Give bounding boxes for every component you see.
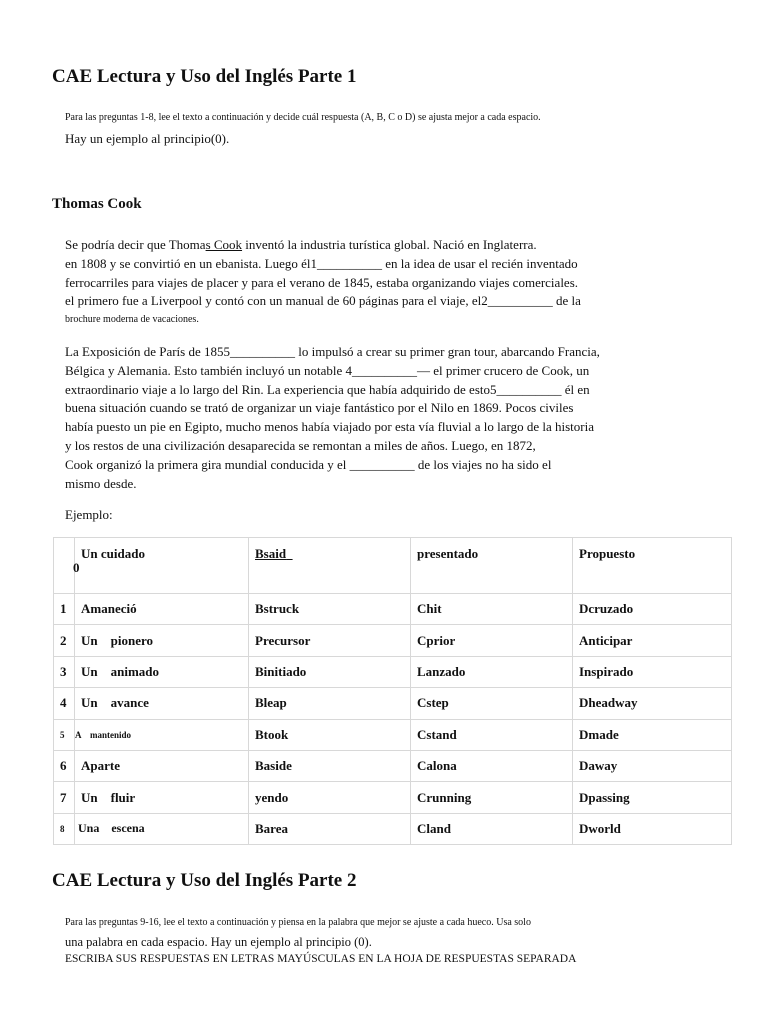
text-span: Se podría decir que Thoma — [65, 237, 206, 252]
part2-instructions: Para las preguntas 9-16, lee el texto a continuación y piensa en la palabra que mejor se ajuste a cada hueco. Usa solo — [65, 917, 531, 928]
option-a-text: Un cuidado — [81, 546, 145, 561]
option-d-cell: Daway — [573, 750, 732, 781]
option-a-cell: Amaneció — [75, 594, 249, 625]
option-c-cell: Cstep — [411, 688, 573, 719]
option-a-cell — [75, 538, 249, 594]
table-row-example — [54, 538, 732, 594]
example-label: Ejemplo: — [65, 507, 113, 522]
option-d-cell: Dpassing — [573, 782, 732, 813]
part2-line-3: ESCRIBA SUS RESPUESTAS EN LETRAS MAYÚSCULAS EN LA HOJA DE RESPUESTAS SEPARADA — [65, 953, 577, 965]
option-a-cell: Un pionero — [75, 625, 249, 656]
row-number: 4 — [54, 688, 75, 719]
paragraph-line: ferrocarriles para viajes de placer y para el verano de 1845, estaba organizando viajes comerciales. — [65, 274, 579, 290]
row-number: 1 — [54, 594, 75, 625]
option-c-cell: presentado — [411, 538, 573, 594]
paragraph-line: Cook organizó la primera gira mundial conducida y el __________ de los viajes no ha sido el — [65, 456, 552, 472]
table-row — [54, 594, 732, 625]
example-number: 0 — [73, 560, 80, 575]
table-row — [54, 813, 732, 844]
option-d-cell: Dworld — [573, 813, 732, 844]
option-b-cell: Binitiado — [249, 656, 411, 687]
paragraph-line: buena situación cuando se trató de organizar un viaje fantástico por el Nilo en 1869. Pocos civiles — [65, 400, 574, 416]
option-b-cell: Btook — [249, 719, 411, 750]
paragraph-line: en 1808 y se convirtió en un ebanista. Luego él1__________ en la idea de usar el recién inventado — [65, 255, 578, 271]
table-row — [54, 719, 732, 750]
option-c-cell: Chit — [411, 594, 573, 625]
table-row — [54, 750, 732, 781]
option-a-cell: A mantenido — [75, 719, 249, 750]
underlined-text: s Cook — [205, 237, 243, 252]
option-a-cell: Un avance — [75, 688, 249, 719]
paragraph-line: había puesto un pie en Egipto, mucho menos había viajado por esta vía fluvial a lo largo de la historia — [65, 419, 595, 435]
row-number-cell — [54, 538, 75, 594]
option-d-cell: Propuesto — [573, 538, 732, 594]
option-b-cell: yendo — [249, 782, 411, 813]
part1-title: CAE Lectura y Uso del Inglés Parte 1 — [52, 66, 357, 87]
option-c-cell: Cland — [411, 813, 573, 844]
option-a-cell: Un animado — [75, 656, 249, 687]
option-b-cell: Bleap — [249, 688, 411, 719]
row-number: 3 — [54, 656, 75, 687]
paragraph-line — [65, 236, 581, 255]
part1-example-note: Hay un ejemplo al principio(0). — [65, 131, 230, 146]
row-number: 6 — [54, 750, 75, 781]
option-d-cell: Dheadway — [573, 688, 732, 719]
table-row — [54, 656, 732, 687]
option-b-cell: Precursor — [249, 625, 411, 656]
row-number: 2 — [54, 625, 75, 656]
option-b-cell — [249, 538, 411, 594]
paragraph-line: extraordinario viaje a lo largo del Rin. La experiencia que había adquirido de esto5__________ él en — [65, 381, 590, 397]
article-paragraph-1 — [65, 236, 581, 330]
table-row — [54, 625, 732, 656]
option-b-cell: Baside — [249, 750, 411, 781]
article-paragraph-2 — [65, 343, 600, 493]
option-c-cell: Crunning — [411, 782, 573, 813]
paragraph-line: y los restos de una civilización desaparecida se remontan a miles de años. Luego, en 1872, — [65, 437, 536, 453]
option-c-cell: Cprior — [411, 625, 573, 656]
part1-instructions: Para las preguntas 1-8, lee el texto a continuación y decide cuál respuesta (A, B, C o D) se ajusta mejor a cada espacio. — [65, 112, 541, 123]
row-number: 5 — [54, 719, 75, 750]
options-table — [53, 537, 732, 845]
option-d-cell: Dmade — [573, 719, 732, 750]
part2-title: CAE Lectura y Uso del Inglés Parte 2 — [52, 870, 357, 891]
paragraph-line: brochure moderna de vacaciones. — [65, 314, 199, 326]
option-a-cell: Aparte — [75, 750, 249, 781]
option-b-text: Bsaid — [255, 546, 287, 561]
option-d-cell: Dcruzado — [573, 594, 732, 625]
text-span: inventó la industria turística global. Nació en Inglaterra. — [242, 237, 537, 252]
option-d-cell: Anticipar — [573, 625, 732, 656]
option-b-cell: Barea — [249, 813, 411, 844]
part2-line-2: una palabra en cada espacio. Hay un ejemplo al principio (0). — [65, 935, 372, 949]
paragraph-line: el primero fue a Liverpool y contó con un manual de 60 páginas para el viaje, el2__________ de la — [65, 293, 581, 309]
option-a-cell: Un fluir — [75, 782, 249, 813]
paragraph-line: La Exposición de París de 1855__________ lo impulsó a crear su primer gran tour, abarcando Francia, — [65, 344, 600, 359]
table-row — [54, 688, 732, 719]
option-c-cell: Calona — [411, 750, 573, 781]
row-number: 8 — [54, 813, 75, 844]
table-row — [54, 782, 732, 813]
option-c-cell: Cstand — [411, 719, 573, 750]
row-number: 7 — [54, 782, 75, 813]
option-d-cell: Inspirado — [573, 656, 732, 687]
article-title: Thomas Cook — [52, 196, 142, 212]
option-c-cell: Lanzado — [411, 656, 573, 687]
option-b-cell: Bstruck — [249, 594, 411, 625]
paragraph-line: Bélgica y Alemania. Esto también incluyó un notable 4__________— el primer crucero de Cook, un — [65, 362, 590, 378]
option-a-cell: Una escena — [75, 813, 249, 844]
paragraph-line: mismo desde. — [65, 475, 137, 491]
